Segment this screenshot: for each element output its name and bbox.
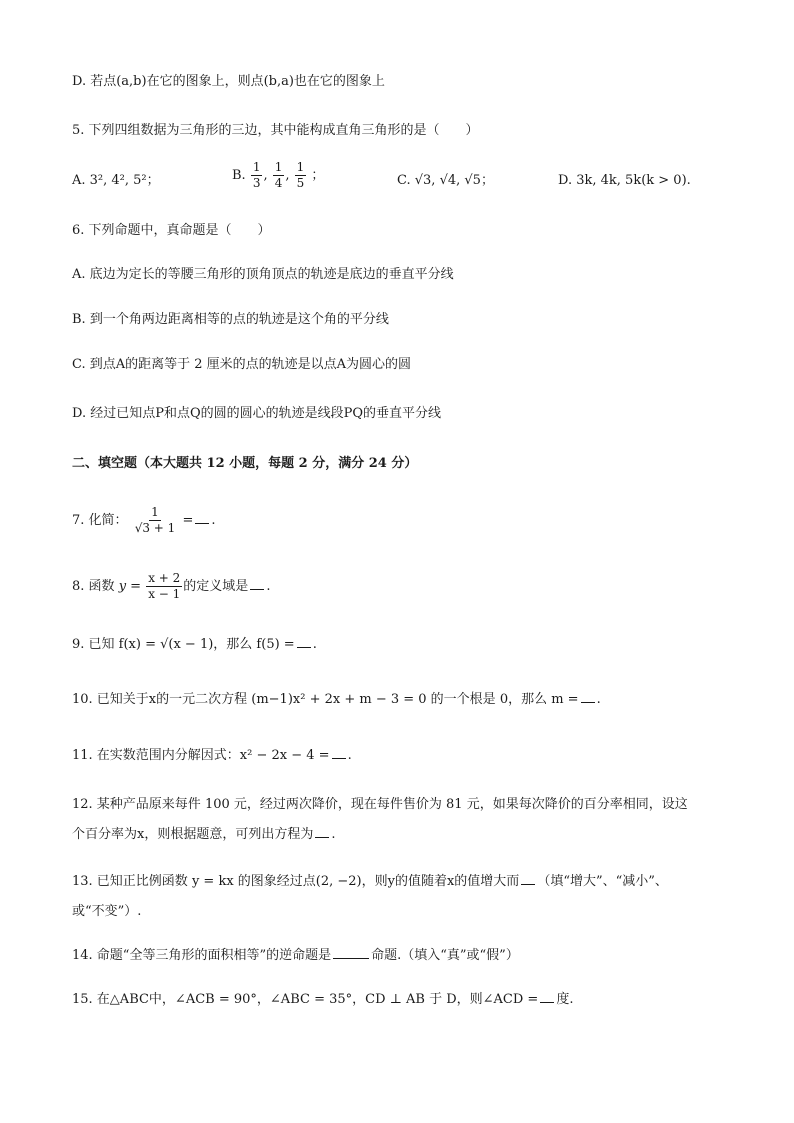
question-12-line-2: 个百分率为x，则根据题意，可列出方程为 . bbox=[72, 827, 336, 842]
q5-option-b-label: B. bbox=[232, 168, 246, 183]
question-13-line-1: 13. 已知正比例函数 y = kx 的图象经过点(2, −2)，则y的值随着x的值增大而 （填“增大”、“减小”、 bbox=[72, 874, 668, 889]
fraction: $\frac{1}{5}$ bbox=[296, 160, 305, 190]
fraction: $\frac{1}{4}$ bbox=[274, 160, 283, 190]
q6-option-d: D. 经过已知点P和点Q的圆的圆心的轨迹是线段PQ的垂直平分线 bbox=[72, 406, 442, 421]
fraction: $\frac{x + 2}{x - 1}$ bbox=[148, 571, 181, 601]
answer-blank bbox=[333, 946, 369, 959]
answer-blank bbox=[581, 690, 595, 703]
question-6: 6. 下列命题中，真命题是（ ） bbox=[72, 223, 271, 238]
question-15: 15. 在△ABC中，∠ACB = 90°，∠ABC = 35°，CD ⊥ AB 于 D，则∠ACD = 度. bbox=[72, 992, 574, 1007]
question-10: 10. 已知关于x的一元二次方程 (m−1)x² + 2x + m − 3 = 0 的一个根是 0，那么 m = . bbox=[72, 692, 601, 707]
answer-blank bbox=[250, 577, 264, 590]
q5-option-c: C. √3, √4, √5； bbox=[397, 173, 494, 188]
q6-option-a: A. 底边为定长的等腰三角形的顶角顶点的轨迹是底边的垂直平分线 bbox=[72, 267, 454, 282]
answer-blank bbox=[195, 511, 209, 524]
section-heading: 二、填空题（本大题共 12 小题，每题 2 分，满分 24 分） bbox=[72, 456, 418, 471]
question-12-line-1: 12. 某种产品原来每件 100 元，经过两次降价，现在每件售价为 81 元，如果每次降价的百分率相同，设这 bbox=[72, 797, 688, 812]
question-8: 8. 函数 y = $\frac{x + 2}{x - 1}$ 的定义域是 . bbox=[72, 571, 271, 601]
question-14: 14. 命题“全等三角形的面积相等”的逆命题是 命题.（填入“真”或“假”） bbox=[72, 948, 519, 963]
q4-option-d: D. 若点(a,b)在它的图象上，则点(b,a)也在它的图象上 bbox=[72, 74, 385, 89]
fraction: $\frac{1}{3}$ bbox=[252, 160, 261, 190]
answer-blank bbox=[315, 825, 329, 838]
answer-blank bbox=[521, 872, 535, 885]
q5-option-a: A. 3², 4², 5²； bbox=[72, 173, 160, 188]
question-11: 11. 在实数范围内分解因式：x² − 2x − 4 = . bbox=[72, 748, 352, 763]
question-9: 9. 已知 f(x) = √(x − 1)，那么 f(5) = . bbox=[72, 637, 317, 652]
answer-blank bbox=[332, 746, 346, 759]
fraction: $\frac{1}{√3 + 1}$ bbox=[134, 505, 176, 535]
answer-blank bbox=[540, 990, 554, 1003]
q6-option-c: C. 到点A的距离等于 2 厘米的点的轨迹是以点A为圆心的圆 bbox=[72, 357, 412, 372]
question-5: 5. 下列四组数据为三角形的三边，其中能构成直角三角形的是（ ） bbox=[72, 123, 479, 138]
q5-option-b: B. $\frac{1}{3}$ , $\frac{1}{4}$ , $\frac{1}{5}$ ； bbox=[232, 160, 325, 190]
q5-option-d: D. 3k, 4k, 5k(k > 0). bbox=[558, 173, 691, 188]
q6-option-b: B. 到一个角两边距离相等的点的轨迹是这个角的平分线 bbox=[72, 312, 389, 327]
question-13-line-2: 或“不变”）. bbox=[72, 904, 142, 919]
answer-blank bbox=[297, 635, 311, 648]
question-7: 7. 化简： $\frac{1}{√3 + 1}$ = . bbox=[72, 505, 216, 535]
